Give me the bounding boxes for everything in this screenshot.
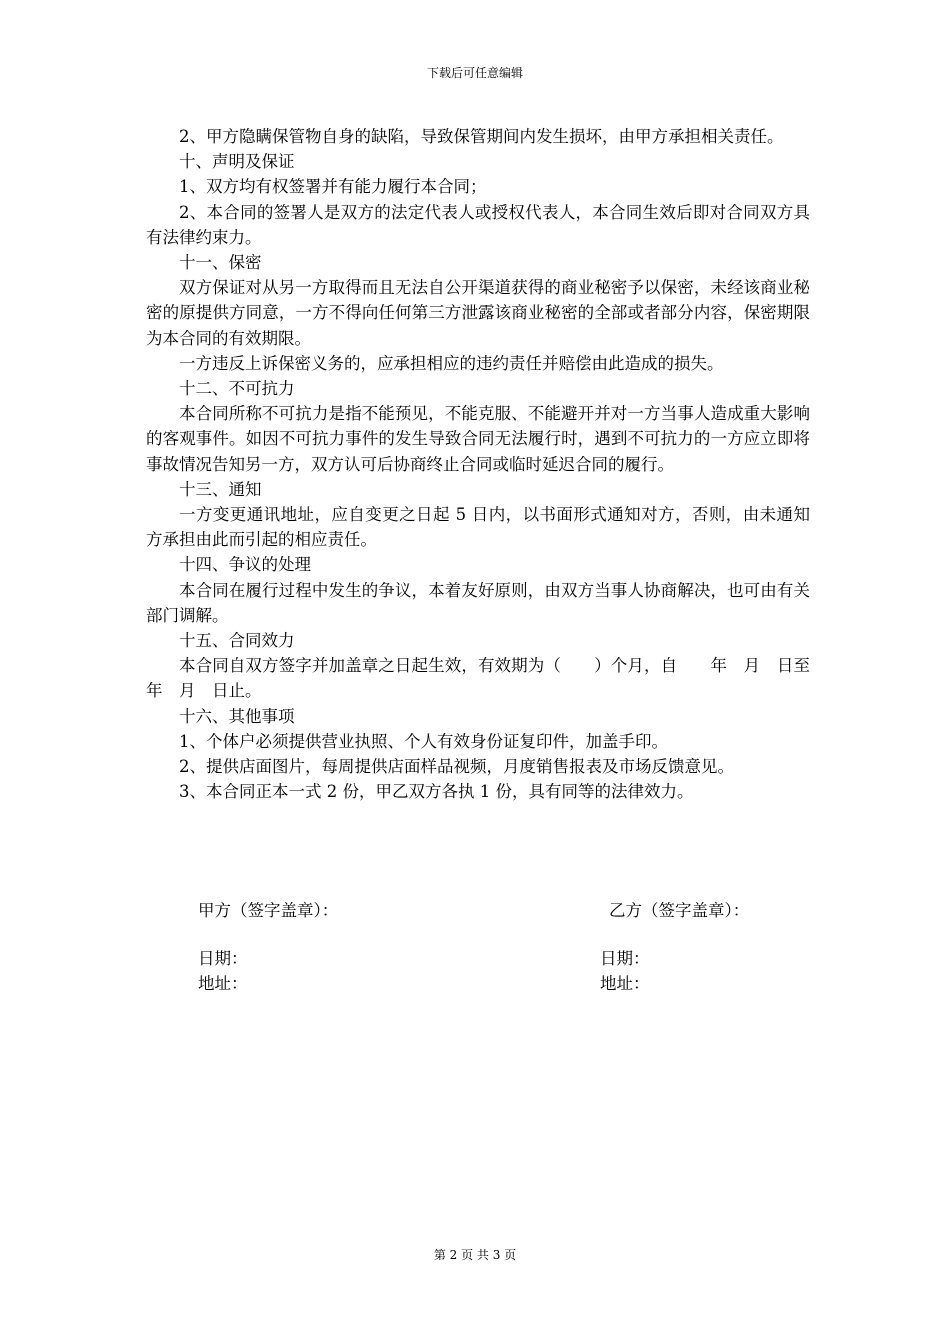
section-heading-14: 十四、争议的处理 [179, 555, 311, 575]
clause-15-para-1: 本合同自双方签字并加盖章之日起生效，有效期为（ ）个月，自 年 月 日至 年 月 日止。 [146, 656, 843, 701]
party-a-address-label: 地址： [198, 974, 248, 993]
section-heading-11: 十一、保密 [179, 253, 262, 273]
clause-10-item-2: 2、本合同的签署人是双方的法定代表人或授权代表人，本合同生效后即对合同双方具有法律约束力。 [146, 202, 810, 247]
party-a-signature-label: 甲方（签字盖章）： [198, 901, 339, 920]
clause-11-para-2: 一方违反上诉保密义务的，应承担相应的违约责任并赔偿由此造成的损失。 [179, 353, 724, 373]
section-heading-12: 十二、不可抗力 [179, 379, 295, 399]
clause-12-para-1: 本合同所称不可抗力是指不能预见，不能克服、不能避开并对一方当事人造成重大影响的客观事件。如因不可抗力事件的发生导致合同无法履行时，遇到不可抗力的一方应立即将事故情况告知另一方，双方认可后协商终止合同或临时延迟合同的履行。 [146, 404, 810, 474]
page-header: 下载后可任意编辑 [426, 66, 523, 80]
party-b-address-label: 地址： [600, 974, 650, 993]
page-footer: 第 2 页 共 3 页 [433, 1248, 517, 1262]
clause-11-para-1: 双方保证对从另一方取得而且无法自公开渠道获得的商业秘密予以保密，未经该商业秘密的原提供方同意，一方不得向任何第三方泄露该商业秘密的全部或者部分内容，保密期限为本合同的有效期限。 [146, 278, 810, 348]
clause-16-item-2: 2、提供店面图片，每周提供店面样品视频，月度销售报表及市场反馈意见。 [179, 757, 734, 777]
clause-14-para-1: 本合同在履行过程中发生的争议，本着友好原则，由双方当事人协商解决，也可由有关部门调解。 [146, 580, 810, 625]
document-body [146, 124, 843, 804]
clause-16-item-3: 3、本合同正本一式 2 份，甲乙双方各执 1 份，具有同等的法律效力。 [179, 782, 694, 802]
clause-9-item-2: 2、甲方隐瞒保管物自身的缺陷，导致保管期间内发生损坏，由甲方承担相关责任。 [179, 127, 784, 146]
section-heading-16: 十六、其他事项 [179, 706, 295, 726]
section-heading-15: 十五、合同效力 [179, 631, 295, 651]
clause-13-para-1: 一方变更通讯地址，应自变更之日起 5 日内，以书面形式通知对方，否则，由未通知方承担由此而引起的相应责任。 [146, 505, 810, 550]
party-b-date-label: 日期： [600, 949, 650, 968]
party-a-date-label: 日期： [198, 949, 248, 968]
section-heading-10: 十、声明及保证 [179, 152, 295, 172]
clause-16-item-1: 1、个体户必须提供营业执照、个人有效身份证复印件，加盖手印。 [179, 731, 668, 751]
section-heading-13: 十三、通知 [179, 479, 262, 499]
party-b-signature-label: 乙方（签字盖章）： [609, 901, 750, 920]
clause-10-item-1: 1、双方均有权签署并有能力履行本合同； [179, 177, 487, 197]
